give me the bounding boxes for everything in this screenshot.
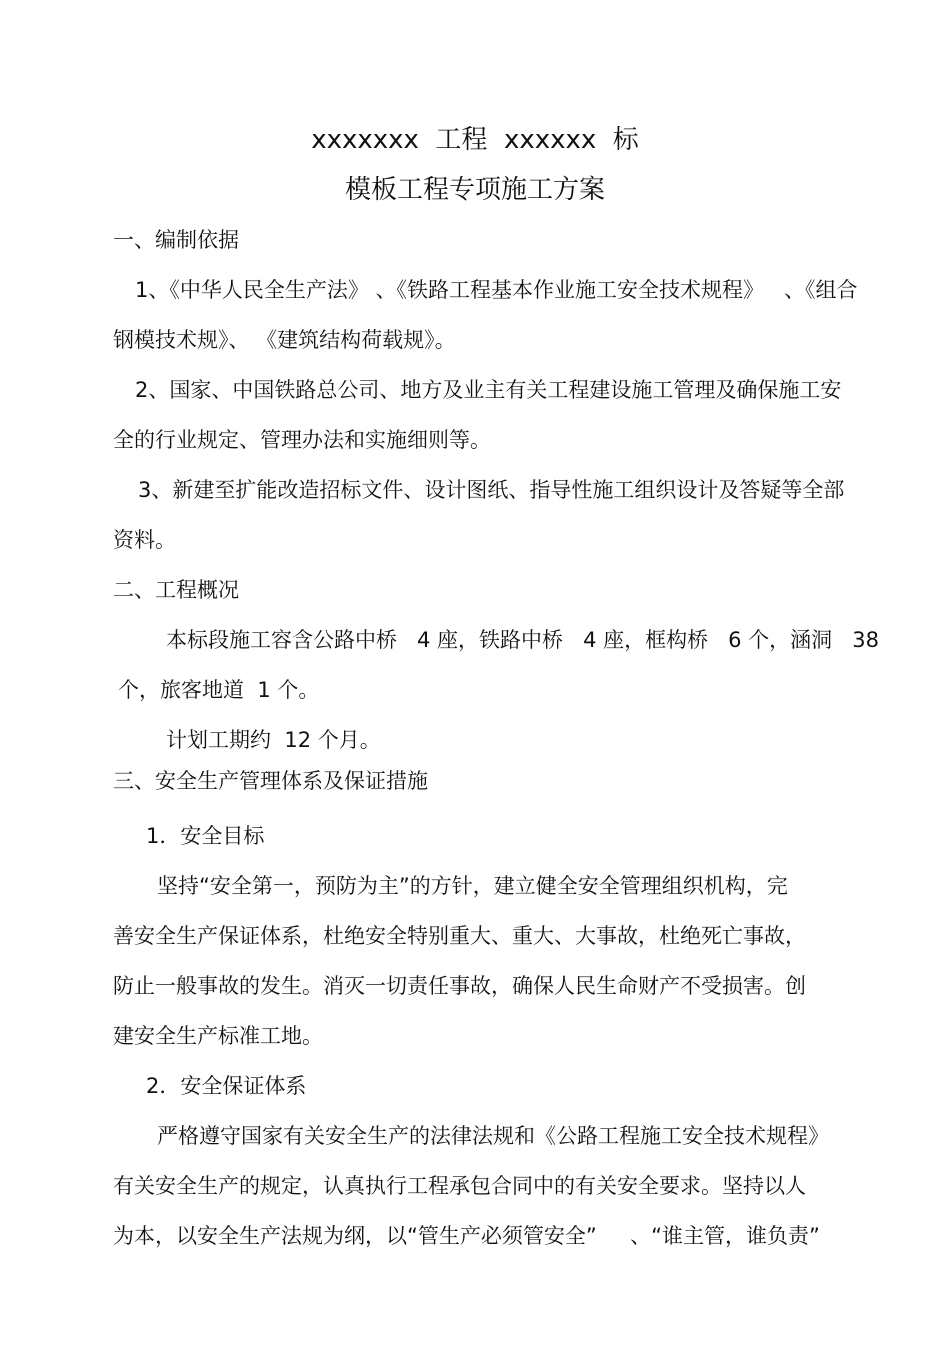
section3-sub2-heading: 2．安全保证体系 (146, 1074, 307, 1098)
section1-item3-line1: 3、新建至扩能改造招标文件、设计图纸、指导性施工组织设计及答疑等全部 (138, 478, 845, 502)
section2-para2: 计划工期约 12 个月。 (166, 728, 381, 752)
document-title-line2: 模板工程专项施工方案 (344, 175, 605, 205)
section1-item1-line1: 1、《中华人民全生产法》 、《铁路工程基本作业施工安全技术规程》 、《组合 (135, 278, 858, 302)
section3-sub1-line3: 防止一般事故的发生。消灭一切责任事故，确保人民生命财产不受损害。创 (113, 974, 806, 998)
section3-sub1-heading: 1．安全目标 (146, 824, 265, 848)
section2-para1-line2: 个，旅客地道 1 个。 (118, 678, 320, 702)
section2-para1-line1: 本标段施工容含公路中桥 4 座，铁路中桥 4 座，框构桥 6 个，涵洞 38 (166, 628, 879, 652)
section3-heading: 三、安全生产管理体系及保证措施 (113, 769, 428, 793)
section3-sub2-line2: 有关安全生产的规定，认真执行工程承包合同中的有关安全要求。坚持以人 (113, 1174, 806, 1198)
section1-heading: 一、编制依据 (113, 228, 239, 252)
section1-item2-line1: 2、国家、中国铁路总公司、地方及业主有关工程建设施工管理及确保施工安 (135, 378, 842, 402)
section3-sub2-line3: 为本，以安全生产法规为纲，以“管生产必须管安全” 、“谁主管，谁负责” (113, 1224, 820, 1248)
section3-sub1-line1: 坚持“安全第一，预防为主”的方针，建立健全安全管理组织机构，完 (157, 874, 788, 898)
section3-sub1-line4: 建安全生产标准工地。 (113, 1024, 323, 1048)
section3-sub2-line1: 严格遵守国家有关安全生产的法律法规和《公路工程施工安全技术规程》 (157, 1124, 829, 1148)
section2-heading: 二、工程概况 (113, 578, 239, 602)
section1-item2-line2: 全的行业规定、管理办法和实施细则等。 (113, 428, 491, 452)
section1-item1-line2: 钢模技术规》、 《建筑结构荷载规》。 (113, 328, 456, 352)
section1-item3-line2: 资料。 (113, 528, 176, 552)
section3-sub1-line2: 善安全生产保证体系，杜绝安全特别重大、重大、大事故，杜绝死亡事故， (113, 924, 806, 948)
document-title-line1: xxxxxxx 工程 xxxxxx 标 (311, 125, 639, 155)
